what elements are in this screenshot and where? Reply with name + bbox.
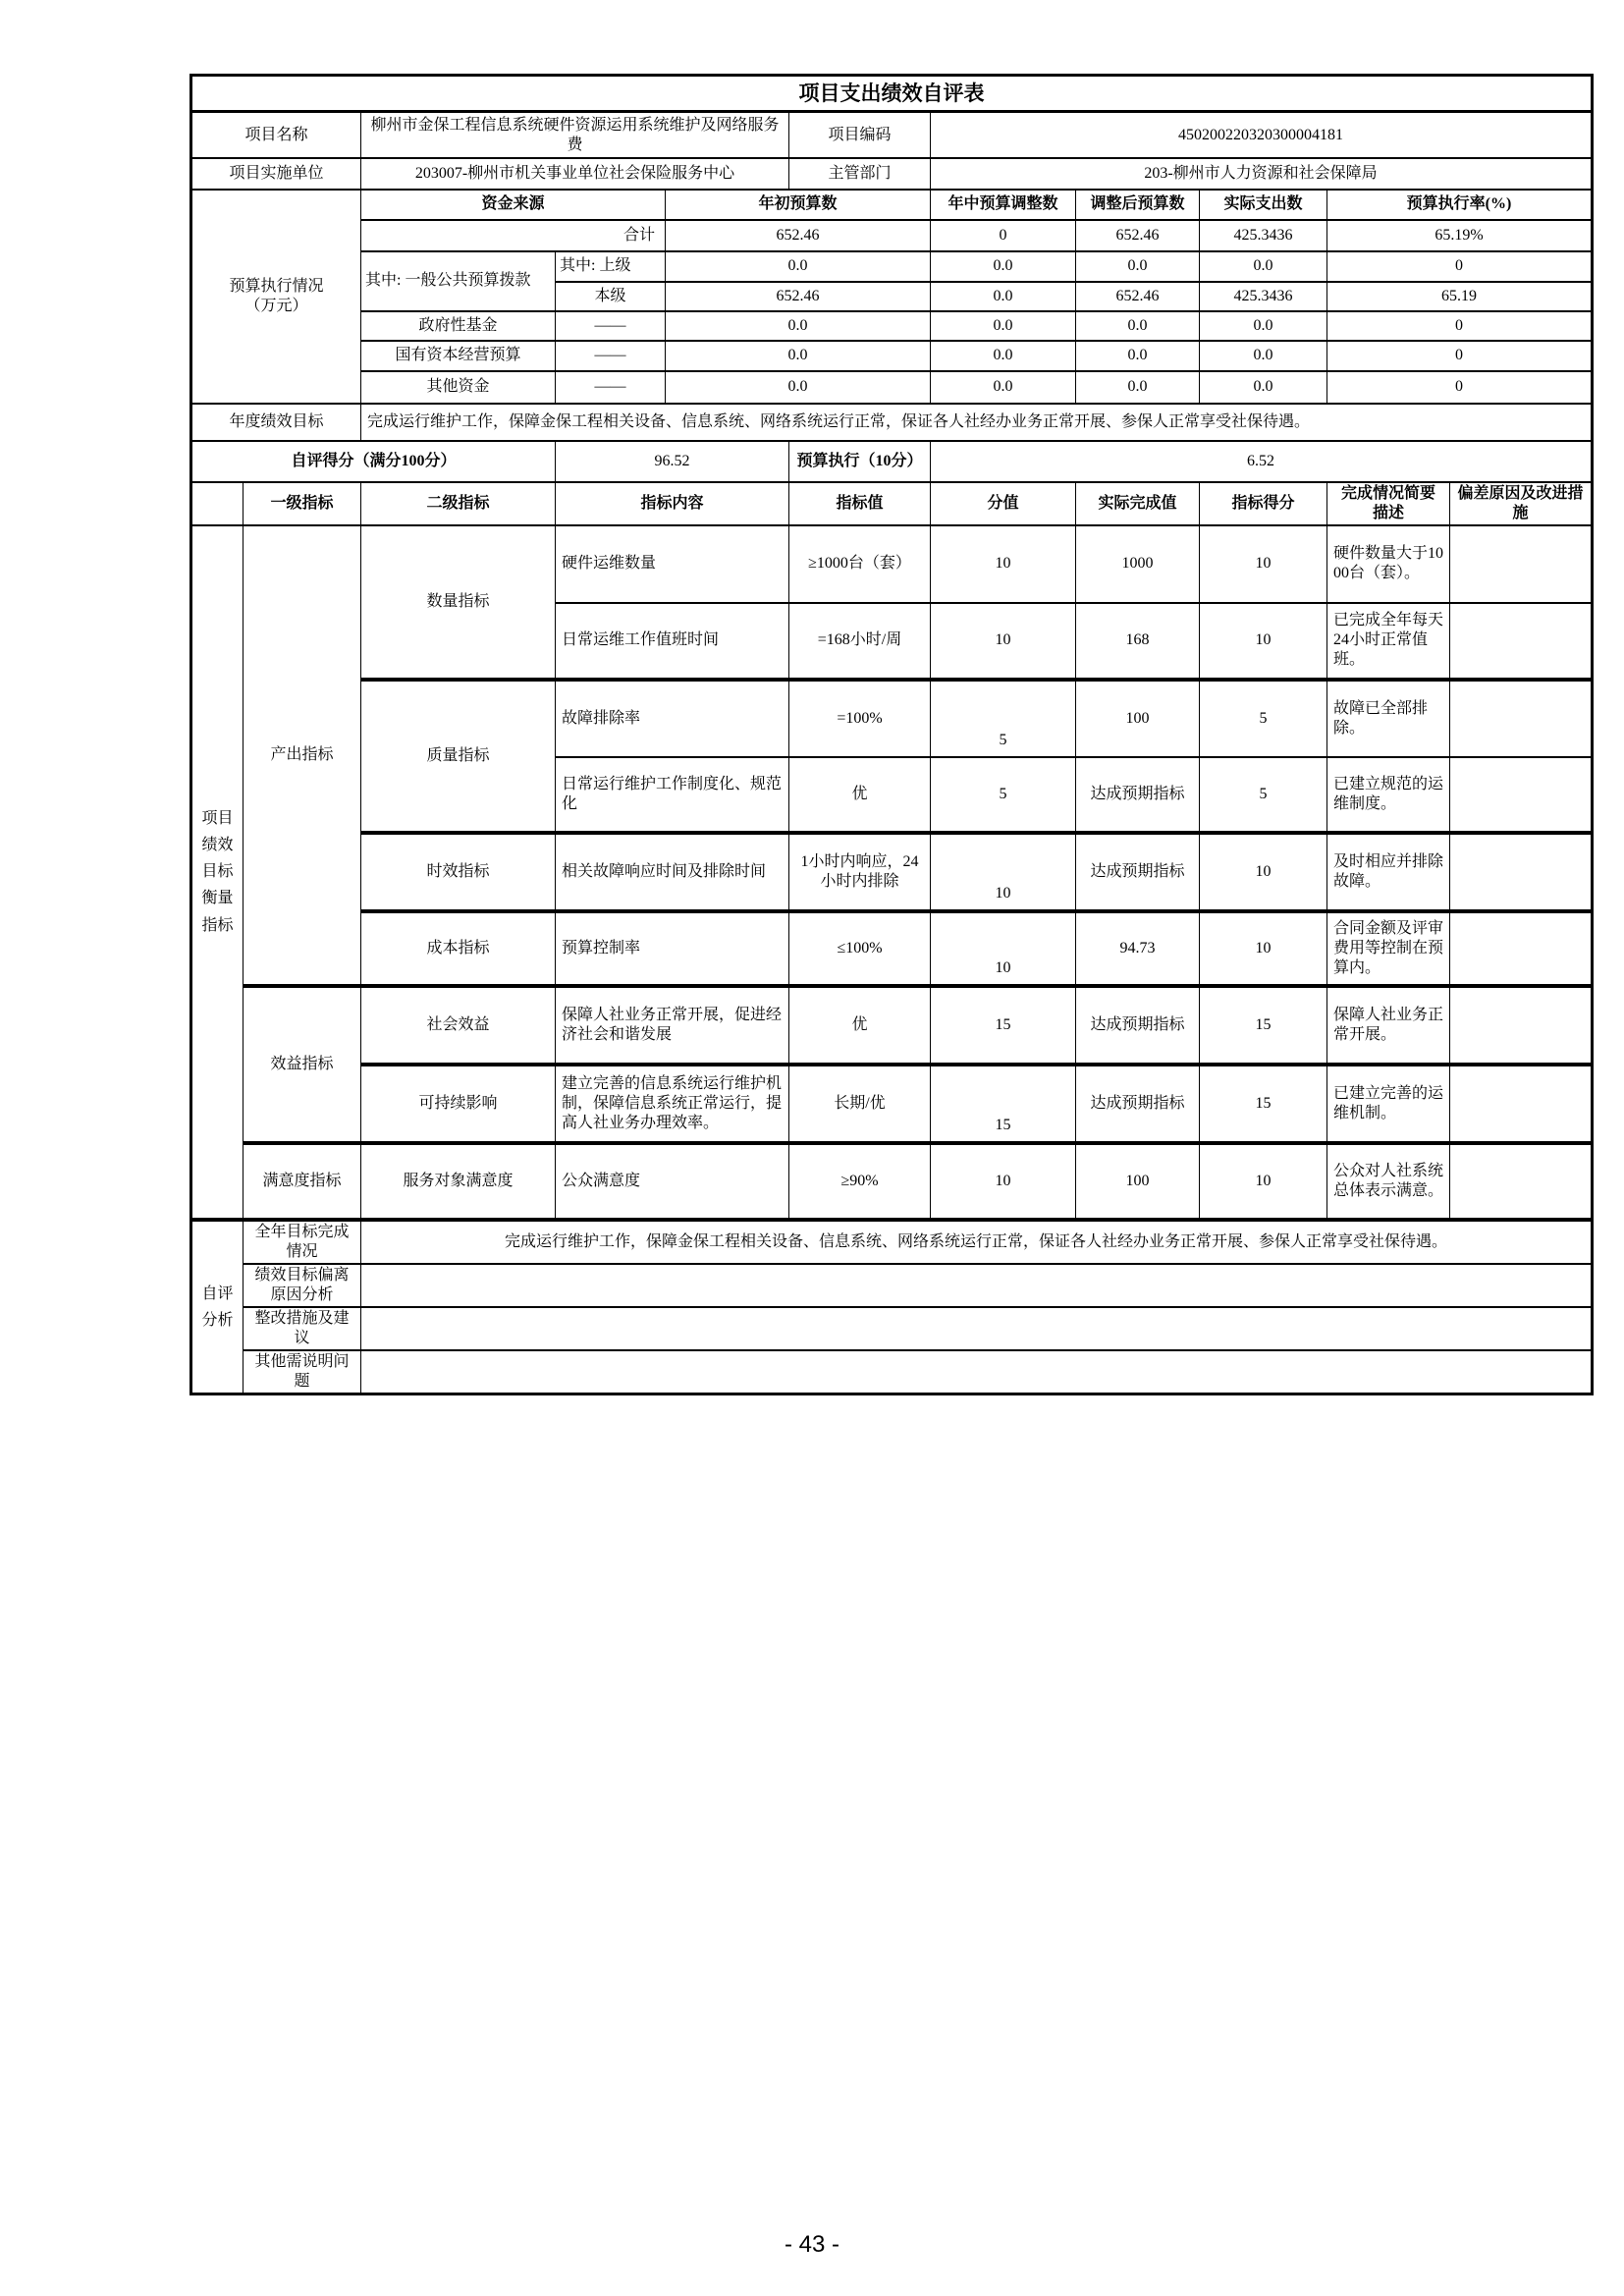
budget-state-capital-adjusted: 0.0 — [1076, 341, 1200, 371]
indicator-header-weight: 分值 — [931, 482, 1076, 525]
indicator-deviation — [1450, 525, 1593, 603]
indicator-content: 公众满意度 — [556, 1143, 789, 1220]
budget-other-row — [191, 371, 1593, 404]
indicator-score: 15 — [1200, 1065, 1327, 1143]
budget-local-label: 本级 — [556, 282, 666, 311]
indicator-deviation — [1450, 911, 1593, 986]
budget-local-initial: 652.46 — [666, 282, 931, 311]
budget-upper-rate: 0 — [1327, 251, 1593, 282]
indicator-row — [191, 680, 1593, 757]
indicator-target: 优 — [789, 757, 931, 833]
indicator-header-actual: 实际完成值 — [1076, 482, 1200, 525]
budget-col-adjusted: 调整后预算数 — [1076, 190, 1200, 220]
indicator-content: 保障人社业务正常开展，促进经济社会和谐发展 — [556, 986, 789, 1065]
budget-exec-score-value: 6.52 — [931, 441, 1593, 482]
budget-section-label-line1: 预算执行情况 — [229, 277, 324, 295]
unit-value: 203007-柳州市机关事业单位社会保险服务中心 — [361, 158, 789, 190]
indicator-row — [191, 911, 1593, 986]
budget-gov-fund-adjusted: 0.0 — [1076, 311, 1200, 341]
page-title: 项目支出绩效自评表 — [191, 76, 1593, 112]
indicator-score: 5 — [1200, 757, 1327, 833]
level1-benefit: 效益指标 — [244, 986, 361, 1143]
analysis-row — [191, 1220, 1593, 1264]
indicator-actual: 达成预期指标 — [1076, 986, 1200, 1065]
indicator-row — [191, 1143, 1593, 1220]
indicator-header-content: 指标内容 — [556, 482, 789, 525]
dept-value: 203-柳州市人力资源和社会保障局 — [931, 158, 1593, 190]
budget-section-label-line2: （万元） — [244, 297, 308, 314]
indicator-weight: 10 — [931, 1143, 1076, 1220]
analysis-row-text — [361, 1264, 1593, 1307]
indicator-deviation — [1450, 757, 1593, 833]
indicator-deviation — [1450, 603, 1593, 680]
indicator-weight: 5 — [931, 680, 1076, 757]
indicator-actual: 100 — [1076, 1143, 1200, 1220]
budget-local-actual: 425.3436 — [1200, 282, 1327, 311]
level2-quality: 质量指标 — [361, 680, 556, 833]
budget-state-capital-row — [191, 341, 1593, 371]
analysis-row-label: 其他需说明问题 — [244, 1350, 361, 1394]
analysis-row — [191, 1307, 1593, 1350]
indicator-row — [191, 1065, 1593, 1143]
indicator-deviation — [1450, 833, 1593, 911]
budget-local-rate: 65.19 — [1327, 282, 1593, 311]
level2-service: 服务对象满意度 — [361, 1143, 556, 1220]
budget-upper-initial: 0.0 — [666, 251, 931, 282]
indicator-actual: 达成预期指标 — [1076, 757, 1200, 833]
budget-other-dash: —— — [556, 371, 666, 404]
budget-gov-fund-dash: —— — [556, 311, 666, 341]
level2-timeliness: 时效指标 — [361, 833, 556, 911]
indicator-actual: 达成预期指标 — [1076, 833, 1200, 911]
indicator-score: 10 — [1200, 1143, 1327, 1220]
level2-social: 社会效益 — [361, 986, 556, 1065]
indicator-actual: 达成预期指标 — [1076, 1065, 1200, 1143]
indicator-header-spacer — [191, 482, 244, 525]
level1-output: 产出指标 — [244, 525, 361, 986]
budget-total-adjusted: 652.46 — [1076, 220, 1200, 251]
budget-col-rate: 预算执行率(%) — [1327, 190, 1593, 220]
level2-quantity: 数量指标 — [361, 525, 556, 680]
budget-gov-fund-label: 政府性基金 — [361, 311, 556, 341]
dept-label: 主管部门 — [789, 158, 931, 190]
indicator-weight: 10 — [931, 525, 1076, 603]
indicator-actual: 100 — [1076, 680, 1200, 757]
indicator-weight: 15 — [931, 986, 1076, 1065]
budget-gov-fund-actual: 0.0 — [1200, 311, 1327, 341]
budget-state-capital-rate: 0 — [1327, 341, 1593, 371]
budget-gov-fund-initial: 0.0 — [666, 311, 931, 341]
indicator-score: 10 — [1200, 603, 1327, 680]
indicator-weight: 10 — [931, 603, 1076, 680]
budget-general-label: 其中: 一般公共预算拨款 — [361, 251, 556, 311]
indicator-target: 1小时内响应，24小时内排除 — [789, 833, 931, 911]
indicator-score: 10 — [1200, 833, 1327, 911]
analysis-row-label: 全年目标完成情况 — [244, 1220, 361, 1264]
annual-goal-text: 完成运行维护工作，保障金保工程相关设备、信息系统、网络系统运行正常，保证各人社经办业务正常开展、参保人正常享受社保待遇。 — [361, 404, 1593, 441]
project-code-label: 项目编码 — [789, 112, 931, 158]
indicator-desc: 已建立完善的运维机制。 — [1327, 1065, 1450, 1143]
indicator-actual: 1000 — [1076, 525, 1200, 603]
indicator-target: =100% — [789, 680, 931, 757]
analysis-row-text — [361, 1307, 1593, 1350]
indicator-score: 10 — [1200, 911, 1327, 986]
budget-total-rate: 65.19% — [1327, 220, 1593, 251]
budget-total-label: 合计 — [361, 220, 666, 251]
indicator-weight: 10 — [931, 911, 1076, 986]
analysis-row-text — [361, 1350, 1593, 1394]
indicator-score: 5 — [1200, 680, 1327, 757]
budget-other-rate: 0 — [1327, 371, 1593, 404]
budget-col-mid-adjust: 年中预算调整数 — [931, 190, 1076, 220]
indicator-deviation — [1450, 680, 1593, 757]
indicator-row — [191, 833, 1593, 911]
budget-total-initial: 652.46 — [666, 220, 931, 251]
budget-other-mid: 0.0 — [931, 371, 1076, 404]
indicator-desc: 合同金额及评审费用等控制在预算内。 — [1327, 911, 1450, 986]
indicator-row — [191, 986, 1593, 1065]
budget-other-initial: 0.0 — [666, 371, 931, 404]
indicator-weight: 5 — [931, 757, 1076, 833]
performance-self-evaluation-table — [189, 74, 1594, 1395]
analysis-row-label: 绩效目标偏离原因分析 — [244, 1264, 361, 1307]
budget-state-capital-actual: 0.0 — [1200, 341, 1327, 371]
budget-exec-score-label: 预算执行（10分） — [789, 441, 931, 482]
budget-local-adjusted: 652.46 — [1076, 282, 1200, 311]
budget-total-mid: 0 — [931, 220, 1076, 251]
indicator-desc: 已建立规范的运维制度。 — [1327, 757, 1450, 833]
budget-local-mid: 0.0 — [931, 282, 1076, 311]
budget-gov-fund-rate: 0 — [1327, 311, 1593, 341]
indicator-deviation — [1450, 986, 1593, 1065]
indicator-actual: 168 — [1076, 603, 1200, 680]
indicator-row — [191, 525, 1593, 603]
indicator-actual: 94.73 — [1076, 911, 1200, 986]
indicator-desc: 硬件数量大于1000台（套）。 — [1327, 525, 1450, 603]
level1-satisfaction: 满意度指标 — [244, 1143, 361, 1220]
budget-other-adjusted: 0.0 — [1076, 371, 1200, 404]
indicator-header-desc: 完成情况简要描述 — [1327, 482, 1450, 525]
indicator-target: ≤100% — [789, 911, 931, 986]
indicator-deviation — [1450, 1065, 1593, 1143]
self-score-label: 自评得分（满分100分） — [191, 441, 556, 482]
indicator-content: 相关故障响应时间及排除时间 — [556, 833, 789, 911]
analysis-row — [191, 1264, 1593, 1307]
indicator-header-target: 指标值 — [789, 482, 931, 525]
indicator-content: 硬件运维数量 — [556, 525, 789, 603]
self-score-value: 96.52 — [556, 441, 789, 482]
budget-other-label: 其他资金 — [361, 371, 556, 404]
annual-goal-label: 年度绩效目标 — [191, 404, 361, 441]
analysis-row-text: 完成运行维护工作，保障金保工程相关设备、信息系统、网络系统运行正常，保证各人社经办业务正常开展、参保人正常享受社保待遇。 — [361, 1220, 1593, 1264]
indicator-desc: 已完成全年每天24小时正常值班。 — [1327, 603, 1450, 680]
project-code-value: 450200220320300004181 — [931, 112, 1593, 158]
budget-gov-fund-mid: 0.0 — [931, 311, 1076, 341]
budget-upper-adjusted: 0.0 — [1076, 251, 1200, 282]
budget-other-actual: 0.0 — [1200, 371, 1327, 404]
indicator-score: 10 — [1200, 525, 1327, 603]
indicator-content: 日常运行维护工作制度化、规范化 — [556, 757, 789, 833]
budget-col-actual: 实际支出数 — [1200, 190, 1327, 220]
budget-state-capital-label: 国有资本经营预算 — [361, 341, 556, 371]
indicator-header-level2: 二级指标 — [361, 482, 556, 525]
indicators-side-label: 项目绩效目标衡量指标 — [191, 525, 244, 1220]
analysis-row — [191, 1350, 1593, 1394]
level2-sustainable: 可持续影响 — [361, 1065, 556, 1143]
indicator-desc: 故障已全部排除。 — [1327, 680, 1450, 757]
budget-col-initial: 年初预算数 — [666, 190, 931, 220]
indicator-deviation — [1450, 1143, 1593, 1220]
indicator-target: ≥90% — [789, 1143, 931, 1220]
unit-label: 项目实施单位 — [191, 158, 361, 190]
indicator-weight: 15 — [931, 1065, 1076, 1143]
budget-upper-label: 其中: 上级 — [556, 251, 666, 282]
indicator-target: ≥1000台（套） — [789, 525, 931, 603]
budget-upper-mid: 0.0 — [931, 251, 1076, 282]
indicator-content: 故障排除率 — [556, 680, 789, 757]
indicator-weight: 10 — [931, 833, 1076, 911]
analysis-row-label: 整改措施及建议 — [244, 1307, 361, 1350]
indicator-target: 优 — [789, 986, 931, 1065]
budget-state-capital-mid: 0.0 — [931, 341, 1076, 371]
budget-col-source: 资金来源 — [361, 190, 666, 220]
indicator-desc: 保障人社业务正常开展。 — [1327, 986, 1450, 1065]
indicator-header-score: 指标得分 — [1200, 482, 1327, 525]
budget-upper-row — [191, 251, 1593, 282]
level2-cost: 成本指标 — [361, 911, 556, 986]
indicator-target: =168小时/周 — [789, 603, 931, 680]
indicator-content: 日常运维工作值班时间 — [556, 603, 789, 680]
indicator-content: 建立完善的信息系统运行维护机制，保障信息系统正常运行，提高人社业务办理效率。 — [556, 1065, 789, 1143]
indicator-score: 15 — [1200, 986, 1327, 1065]
budget-total-row — [191, 220, 1593, 251]
indicator-desc: 及时相应并排除故障。 — [1327, 833, 1450, 911]
page-number: - 43 - — [784, 2231, 839, 2258]
budget-state-capital-dash: —— — [556, 341, 666, 371]
budget-total-actual: 425.3436 — [1200, 220, 1327, 251]
project-name-value: 柳州市金保工程信息系统硬件资源运用系统维护及网络服务费 — [361, 112, 789, 158]
indicator-header-deviation: 偏差原因及改进措施 — [1450, 482, 1593, 525]
budget-gov-fund-row — [191, 311, 1593, 341]
budget-state-capital-initial: 0.0 — [666, 341, 931, 371]
budget-upper-actual: 0.0 — [1200, 251, 1327, 282]
indicator-header-level1: 一级指标 — [244, 482, 361, 525]
indicator-target: 长期/优 — [789, 1065, 931, 1143]
budget-section-label — [191, 190, 361, 404]
analysis-side-label: 自评分析 — [191, 1220, 244, 1394]
indicator-desc: 公众对人社系统总体表示满意。 — [1327, 1143, 1450, 1220]
project-name-label: 项目名称 — [191, 112, 361, 158]
indicator-content: 预算控制率 — [556, 911, 789, 986]
